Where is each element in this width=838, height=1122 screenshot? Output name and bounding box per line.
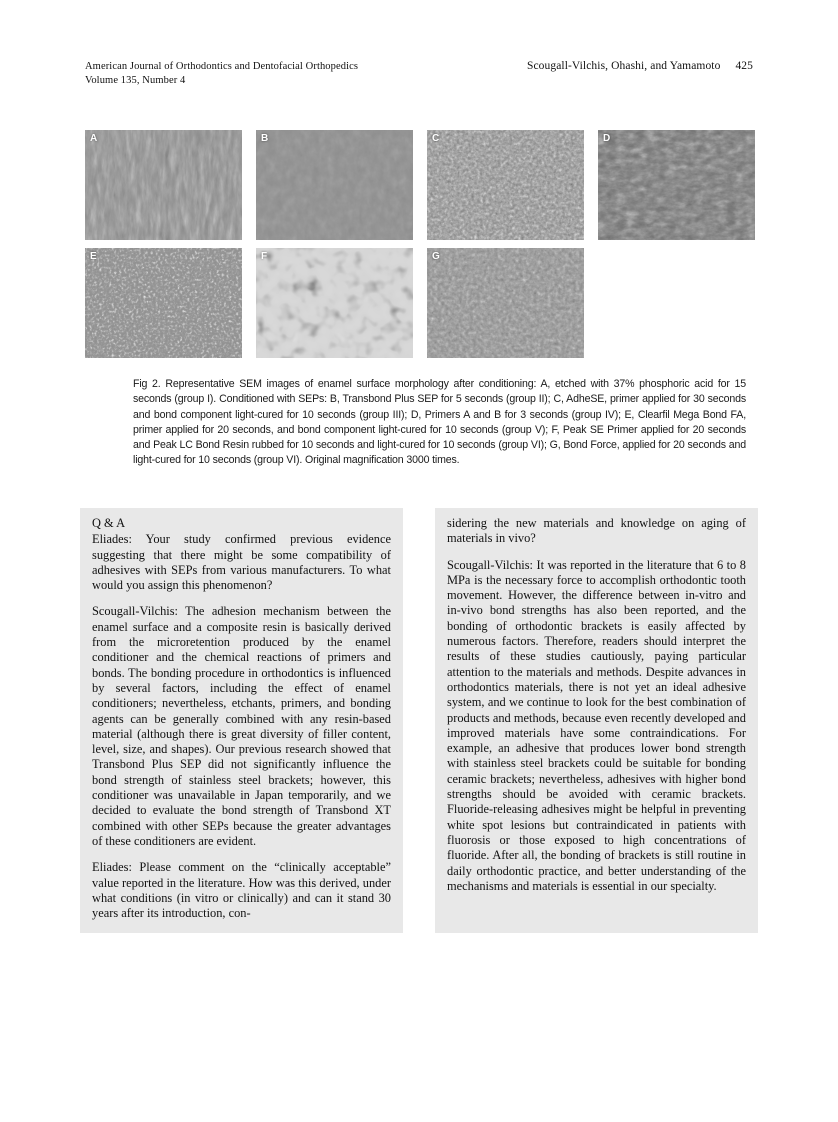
sem-panel-empty-slot — [598, 248, 755, 358]
panel-label-d: D — [603, 133, 611, 144]
sem-image-grid — [85, 130, 755, 358]
header-journal-block — [85, 60, 358, 89]
panel-label-e: E — [90, 251, 97, 262]
sem-texture-a — [85, 130, 242, 240]
panel-label-a: A — [90, 133, 98, 144]
header-journal-name: American Journal of Orthodontics and Dentofacial Orthopedics — [85, 61, 359, 72]
figure-caption: Fig 2. Representative SEM images of enamel surface morphology after conditioning: A, etched with 37% phosphoric acid for 15 seconds (group I). Conditioned with SEPs: B, Transbond Plus SEP for 5 seconds (group II); C, AdheSE, primer applied for 30 seconds and bond component light-cured for 10 seconds (group III); D, Primers A and B for 3 seconds (group IV); E, Clearfil Mega Bond FA, primer applied for 20 seconds, and bond component light-cured for 10 seconds (group V); F, Peak SE Primer applied for 20 seconds and Peak LC Bond Resin rubbed for 10 seconds and light-cured for 10 seconds (group VI); G, Bond Force, applied for 20 seconds and light-cured for 10 seconds (group VI). Original magnification 3000 times. — [133, 378, 746, 467]
qa-paragraph: Scougall-Vilchis: The adhesion mechanism between the enamel surface and a composite resin is basically derived from the microretention produced by the enamel conditioner and the chemical reactions of primers and bonds. The bonding procedure in orthodontics is influenced by several factors, including the effect of enamel conditioners; nevertheless, etchants, primers, and bonding agents can be generally combined with any resin-based material (although there is great diversity of filler content, level, size, and shapes). Our previous research showed that Transbond Plus SEP did not significantly influence the bond strength of stainless steel brackets; however, this conditioner was unavailable in Japan temporarily, and we decided to evaluate the bond strength of Transbond XT combined with other SEPs because the greater advantages of these conditioners are evident. — [92, 604, 391, 848]
running-header — [85, 60, 753, 89]
sem-panel-b — [256, 130, 413, 240]
panel-label-c: C — [432, 133, 440, 144]
qa-paragraph: sidering the new materials and knowledge on aging of materials in vivo? — [447, 516, 746, 546]
header-authors-block — [527, 60, 753, 72]
sem-texture-e — [85, 248, 242, 358]
panel-label-b: B — [261, 133, 269, 144]
qa-section — [80, 508, 758, 933]
qa-paragraph: Eliades: Your study confirmed previous evidence suggesting that there might be some compatibility of adhesives with SEPs from various manufacturers. To what would you assign this phenomenon? — [92, 532, 391, 593]
header-authors: Scougall-Vilchis, Ohashi, and Yamamoto — [526, 60, 721, 72]
qa-paragraph: Scougall-Vilchis: It was reported in the literature that 6 to 8 MPa is the necessary force to accomplish orthodontic tooth movement. However, the difference between in-vitro and in-vivo bond strengths has also been reported, and the bonding of orthodontic brackets is easily affected by numerous factors. Therefore, readers should interpret the results of these studies cautiously, paying particular attention to the materials and methods. Despite advances in orthodontics materials, there is not yet an ideal adhesive system, and we continue to look for the best combination of products and methods, because even recently developed and improved materials have some contraindications. For example, an adhesive that produces lower bond strength with stainless steel brackets could be suitable for bonding ceramic brackets; nevertheless, adhesives with higher bond strengths should be avoided with ceramic brackets. Fluoride-releasing adhesives might be helpful in preventing white spot lesions but contraindicated in patients with fluorosis or those exposed to high concentrations of fluoride. After all, the bonding of brackets is still routine in daily orthodontic practice, and better understanding of the mechanisms and materials is essential in our specialty. — [447, 557, 746, 893]
qa-heading: Q & A — [92, 516, 126, 530]
qa-paragraph: Eliades: Please comment on the “clinically acceptable” value reported in the literature. How was this derived, under what conditions (in vitro or clinically) and can it stand 30 years after its introduction, con- — [92, 860, 391, 921]
sem-panel-g — [427, 248, 584, 358]
sem-texture-f — [256, 248, 413, 358]
sem-panel-d — [598, 130, 755, 240]
panel-label-f: F — [261, 251, 268, 262]
sem-panel-f — [256, 248, 413, 358]
panel-label-g: G — [432, 251, 440, 262]
qa-column-right — [435, 508, 758, 933]
sem-panel-c — [427, 130, 584, 240]
sem-texture-b — [256, 130, 413, 240]
sem-texture-c — [427, 130, 584, 240]
page-number: 425 — [735, 60, 753, 72]
sem-texture-d — [598, 130, 755, 240]
header-volume-line: Volume 135, Number 4 — [85, 75, 186, 87]
sem-panel-e — [85, 248, 242, 358]
sem-texture-g — [427, 248, 584, 358]
qa-column-left — [80, 508, 403, 933]
sem-panel-a — [85, 130, 242, 240]
